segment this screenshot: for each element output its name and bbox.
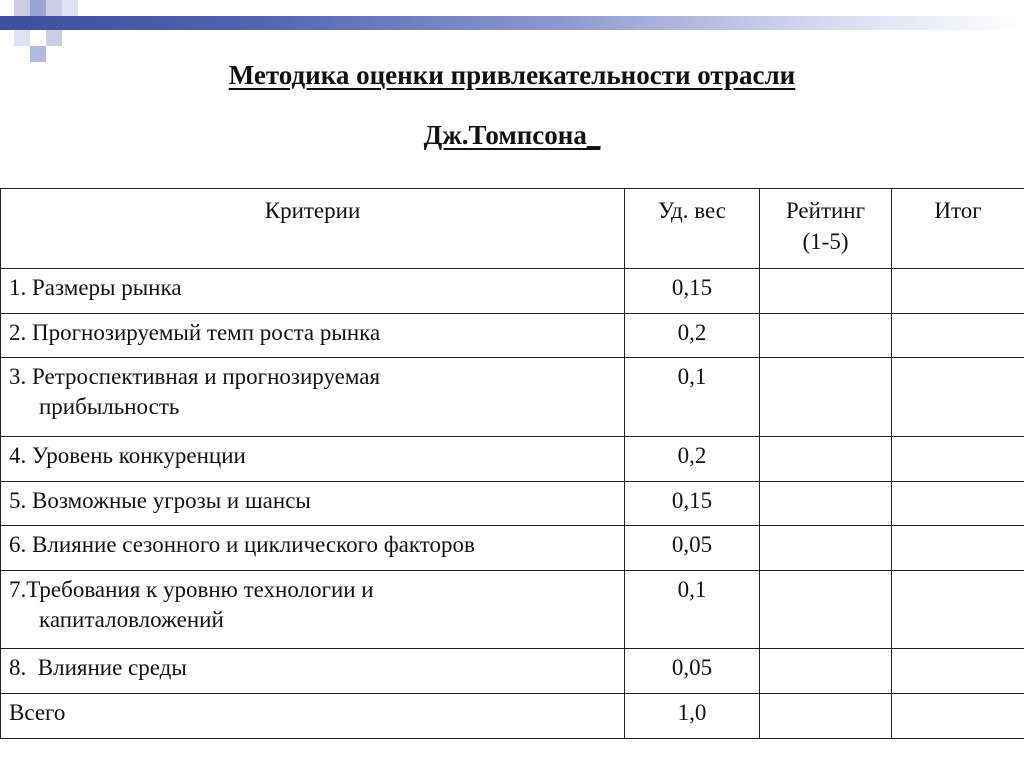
total-cell	[892, 358, 1024, 437]
total-cell	[892, 269, 1024, 314]
header-band	[0, 16, 1024, 30]
criteria-table	[0, 188, 1024, 739]
table-row	[1, 269, 1024, 314]
table-row	[1, 571, 1024, 649]
table-row	[1, 482, 1024, 526]
total-cell	[892, 694, 1024, 739]
total-cell	[892, 482, 1024, 526]
decor-square	[14, 0, 30, 16]
total-cell	[892, 526, 1024, 571]
column-header-criteria: Критерии	[1, 189, 625, 269]
weight-cell: 0,2	[625, 314, 760, 358]
criterion-cell: 5. Возможные угрозы и шансы	[1, 482, 625, 526]
rating-cell	[760, 269, 892, 314]
criterion-cell: 1. Размеры рынка	[1, 269, 625, 314]
rating-cell	[760, 482, 892, 526]
table-header-row	[1, 189, 1024, 269]
decor-square	[46, 30, 62, 46]
weight-cell: 0,1	[625, 571, 760, 649]
table-row	[1, 526, 1024, 571]
rating-cell	[760, 526, 892, 571]
weight-cell: 0,2	[625, 437, 760, 482]
column-header-weight: Уд. вес	[625, 189, 760, 269]
criterion-cell: 8. Влияние среды	[1, 649, 625, 694]
weight-cell: 0,15	[625, 482, 760, 526]
rating-cell	[760, 358, 892, 437]
criterion-cell: 4. Уровень конкуренции	[1, 437, 625, 482]
weight-cell: 0,05	[625, 526, 760, 571]
rating-cell	[760, 314, 892, 358]
rating-cell	[760, 571, 892, 649]
total-cell	[892, 314, 1024, 358]
criterion-cell: Всего	[1, 694, 625, 739]
weight-cell: 0,1	[625, 358, 760, 437]
rating-cell	[760, 437, 892, 482]
total-cell	[892, 437, 1024, 482]
decor-square	[62, 0, 78, 16]
table-row	[1, 437, 1024, 482]
weight-cell: 1,0	[625, 694, 760, 739]
weight-cell: 0,15	[625, 269, 760, 314]
table-row	[1, 649, 1024, 694]
table-row	[1, 358, 1024, 437]
criterion-cell: 7.Требования к уровню технологии и капиталовложений	[1, 571, 625, 649]
rating-cell	[760, 649, 892, 694]
decor-square	[46, 0, 62, 16]
weight-cell: 0,05	[625, 649, 760, 694]
page-subtitle: Дж.Томпсона_	[423, 120, 601, 150]
column-header-total: Итог	[892, 189, 1024, 269]
table-row-total	[1, 694, 1024, 739]
decor-square	[14, 30, 30, 46]
criterion-cell: 2. Прогнозируемый темп роста рынка	[1, 314, 625, 358]
rating-cell	[760, 694, 892, 739]
decor-square	[30, 0, 46, 16]
table-row	[1, 314, 1024, 358]
total-cell	[892, 571, 1024, 649]
criterion-cell: 6. Влияние сезонного и циклического факторов	[1, 526, 625, 571]
column-header-rating: Рейтинг (1-5)	[760, 189, 892, 269]
criterion-cell: 3. Ретроспективная и прогнозируемая прибыльность	[1, 358, 625, 437]
total-cell	[892, 649, 1024, 694]
page-title: Методика оценки привлекательности отрасли	[228, 60, 796, 90]
